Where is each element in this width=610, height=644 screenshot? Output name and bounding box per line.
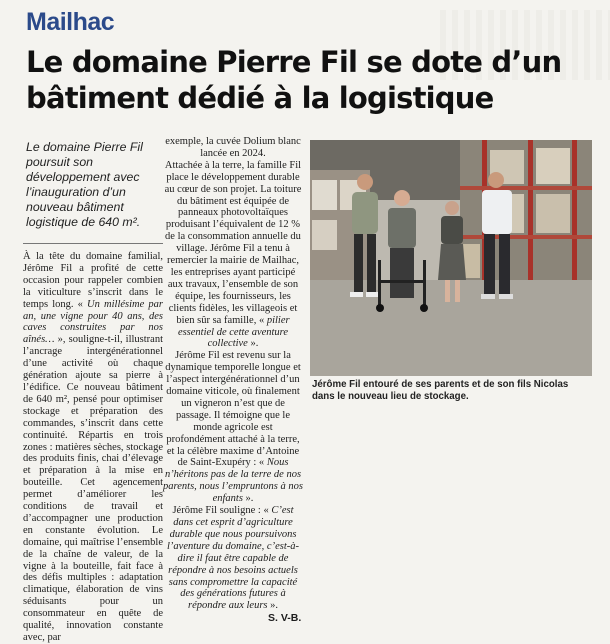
section-rubric: Mailhac: [26, 8, 115, 36]
text-run: », souligne-t-il, illustrant l’ancrage intergénérationnel d’une activité où chaque génération ajoute sa pierre à l’édifice. Ce nouveau bâtiment de 640 m², pensé pour optimiser stockage et préparation des commandes, s’inscrit dans cette continuité. Répartis en trois zones : matières sèches, stockage des produits finis, chai d’élevage et préparation à la mise en bouteille. Cet agencement permet d’améliorer les conditions de travail et d’accompagner une production en constante évolution. Le domaine, qui maîtrise l’ensemble de la chaîne de valeur, de la vigne à la bouteille, fait face à des défis multiples : adaptation climatique, élaboration de vins séduisants pour un consommateur en quête de qualité, innovation constante avec, par: [23, 334, 164, 643]
quote-run: Nous n’héritons pas de la terre de nos parents, nous l’empruntons à nos enfants: [163, 457, 303, 505]
article-column-1: [23, 251, 163, 644]
column-2-paragraph-3: [163, 350, 303, 505]
headline-line-1: Le domaine Pierre Fil se dote d’un: [26, 45, 562, 79]
column-2-paragraph-1: exemple, la cuvée Dolium blanc lancée en 2024.: [165, 136, 301, 159]
text-run: À la tête du domaine familial, Jérôme Fil a profité de cette occasion pour rappeler combien la viticulture s’inscrit dans le temps long. «: [23, 251, 163, 310]
text-run: Attachée à la terre, la famille Fil place le développement durable au cœur de son projet. La toiture du bâtiment est équipée de panneaux photovoltaïques produisant l’équivalent de 12 % de la consommation annuelle du village. Jérôme Fil a tenu à remercier la mairie de Mailhac, les entreprises ayant participé aux travaux, l’ensemble de son équipe, les fournisseurs, les clients fidèles, les villageois et bien sûr sa famille, «: [164, 159, 302, 326]
article-column-2: [163, 136, 303, 612]
text-run: Jérôme Fil souligne : «: [172, 505, 269, 517]
article-lead: Le domaine Pierre Fil poursuit son développement avec l’inauguration d’un nouveau bâtiment logistique de 640 m².: [26, 140, 143, 229]
article-photo: [310, 140, 592, 376]
lead-divider: [23, 243, 163, 244]
text-run: ».: [270, 600, 278, 612]
quote-run: C’est dans cet esprit d’agriculture durable que nous poursuivons l’aventure du domaine, c’est-à-dire il faut être capable de répondre à nos besoins actuels sans compromettre la capacité des générations futures à répondre aux leurs: [167, 505, 299, 612]
warehouse-photo-illustration: [310, 140, 592, 376]
text-run: Jérôme Fil est revenu sur la dynamique temporelle longue et l’aspect intergénérationnel d’un domaine viticole, où finalement un vigneron n’est que de passage. Il témoigne que le monde agricole est profondément attaché à la terre, et la célèbre maxime d’Antoine de Saint-Exupéry : «: [165, 350, 301, 469]
article-headline: [26, 44, 596, 116]
column-2-paragraph-2: [163, 160, 303, 351]
quote-run: Un millésime par an, une vigne pour 40 ans, des caves construites par nos aînés…: [23, 298, 163, 346]
column-2-paragraph-4: [163, 505, 303, 612]
photo-caption: Jérôme Fil entouré de ses parents et de son fils Nicolas dans le nouveau lieu de stockage.: [312, 379, 569, 402]
quote-run: pilier essentiel de cette aventure collective: [177, 314, 290, 350]
text-run: ».: [250, 338, 259, 350]
column-1-paragraph: [23, 251, 163, 644]
text-run: ».: [245, 493, 254, 505]
headline-line-2: bâtiment dédié à la logistique: [26, 81, 494, 115]
author-signature: S. V-B.: [268, 612, 302, 624]
